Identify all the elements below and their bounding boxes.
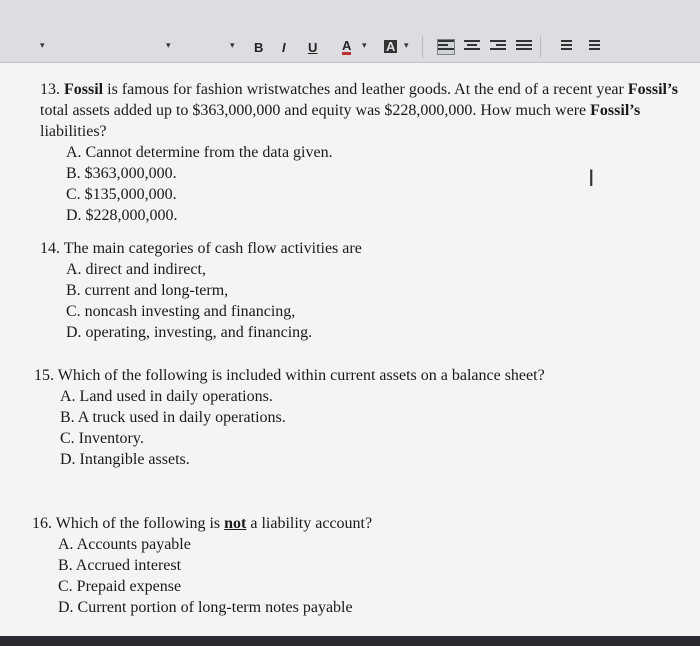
align-justify-icon[interactable]: [516, 40, 532, 54]
answer-option: C. Inventory.: [60, 430, 144, 447]
answer-option: C. $135,000,000.: [66, 186, 177, 203]
answer-option: B. A truck used in daily operations.: [60, 409, 286, 426]
company-name: Fossil: [64, 81, 104, 98]
question-text-part: Which of the following is included within current assets on a balance sheet?: [57, 367, 545, 384]
question-text-part: total assets added up to $363,000,000 and equity was $228,000,000. How much were: [40, 102, 591, 119]
bottom-edge-bar: [0, 636, 700, 646]
question-number: 14.: [40, 240, 60, 257]
font-color-button[interactable]: A: [342, 38, 352, 53]
align-left-icon[interactable]: [438, 40, 454, 54]
answer-option: A. direct and indirect,: [66, 261, 206, 278]
bold-button[interactable]: B: [254, 40, 264, 55]
answer-option: B. $363,000,000.: [66, 165, 177, 182]
question-15: [34, 365, 674, 470]
bulleted-list-icon[interactable]: [584, 40, 600, 54]
answer-option: C. noncash investing and financing,: [66, 303, 296, 320]
size-dropdown-caret[interactable]: ▾: [230, 40, 235, 50]
text-cursor-icon: I: [588, 167, 595, 192]
answer-option: C. Prepaid expense: [58, 578, 182, 595]
emphasis-not: not: [224, 515, 247, 532]
question-text-part: is famous for fashion wristwatches and leather goods. At the end of a recent year: [103, 81, 628, 98]
italic-button[interactable]: I: [282, 40, 286, 55]
underline-button[interactable]: U: [308, 40, 318, 55]
question-text-part: liabilities?: [40, 123, 107, 140]
question-text: [34, 365, 674, 386]
question-16: [32, 513, 672, 618]
align-right-icon[interactable]: [490, 40, 506, 54]
font-dropdown-caret[interactable]: ▾: [166, 40, 171, 50]
toolbar-divider: [540, 36, 541, 58]
company-name: Fossil’s: [590, 102, 641, 119]
answer-option: D. Current portion of long-term notes payable: [58, 599, 353, 616]
question-14: [40, 238, 660, 343]
question-text: [32, 513, 672, 534]
highlight-button[interactable]: A: [386, 39, 396, 54]
answer-option: D. $228,000,000.: [66, 207, 178, 224]
question-text-part: The main categories of cash flow activities are: [63, 240, 362, 257]
numbered-list-icon[interactable]: [556, 40, 572, 54]
answer-option: B. current and long-term,: [66, 282, 229, 299]
answer-option: A. Accounts payable: [58, 536, 191, 553]
question-number: 16.: [32, 515, 52, 532]
answer-option: A. Land used in daily operations.: [60, 388, 273, 405]
style-dropdown-caret[interactable]: ▾: [40, 40, 45, 50]
formatting-toolbar: [0, 0, 700, 63]
highlight-caret[interactable]: ▾: [404, 40, 409, 50]
document-body[interactable]: [0, 63, 700, 636]
company-name: Fossil’s: [627, 81, 678, 98]
question-number: 15.: [34, 367, 54, 384]
question-text: [40, 238, 660, 259]
toolbar-divider: [422, 36, 423, 58]
question-text-part: a liability account?: [246, 515, 373, 532]
answer-option: D. Intangible assets.: [60, 451, 190, 468]
question-text-part: Which of the following is: [55, 515, 225, 532]
question-number: 13.: [40, 81, 60, 98]
answer-option: D. operating, investing, and financing.: [66, 324, 313, 341]
question-text: [40, 79, 685, 142]
question-13: [40, 79, 685, 226]
answer-option: A. Cannot determine from the data given.: [66, 144, 333, 161]
align-center-icon[interactable]: [464, 40, 480, 54]
answer-option: B. Accrued interest: [58, 557, 182, 574]
font-color-caret[interactable]: ▾: [362, 40, 367, 50]
